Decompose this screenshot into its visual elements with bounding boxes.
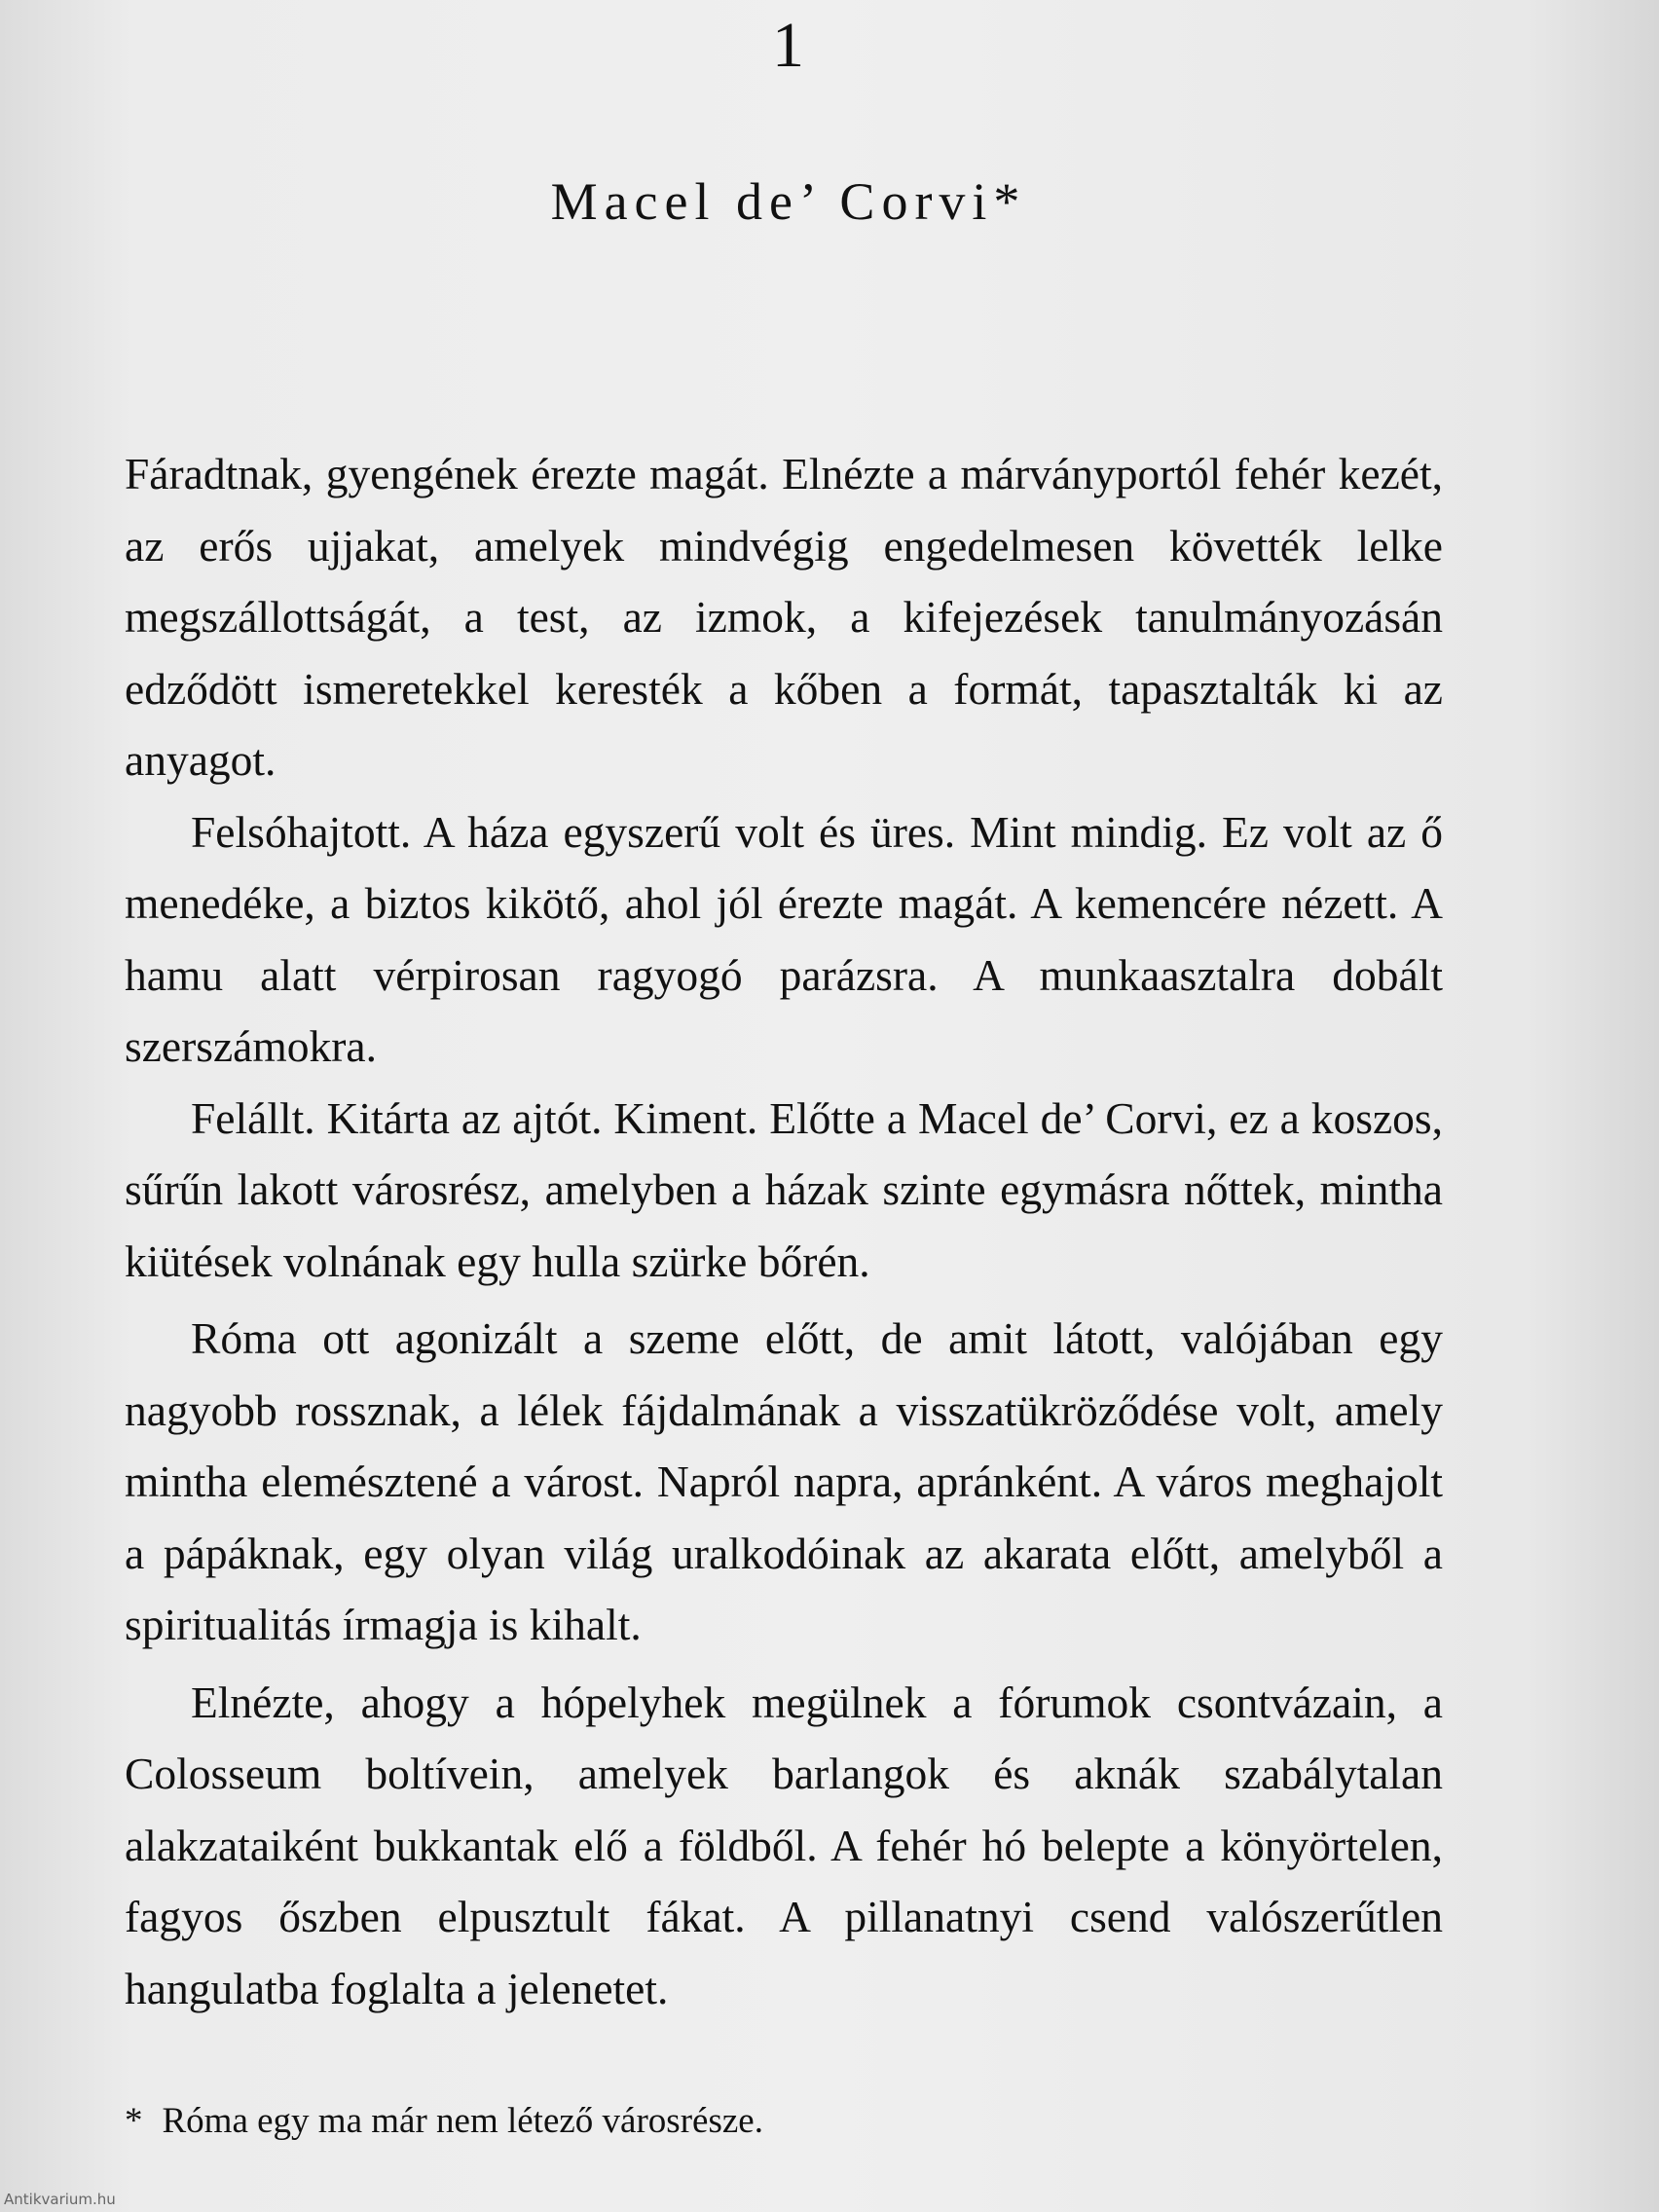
footnote <box>125 2100 763 2143</box>
paragraph-2: Felsóhajtott. A háza egyszerű volt és üres. Mint mindig. Ez volt az ő menedéke, a biztos kikötő, ahol jól érezte magát. A kemencére nézett. A hamu alatt vérpirosan ragyogó parázsra. A munkaasztalra dobált szerszámokra. <box>125 806 1443 1071</box>
watermark: Antikvarium.hu <box>4 2191 116 2208</box>
body-text <box>125 438 1443 2024</box>
paragraph-1: Fáradtnak, gyengének érezte magát. Elnézte a márványportól fehér kezét, az erős ujjakat, amelyek mindvégig engedelmesen követték lelke megszállottságát, a test, az izmok, a kifejezések tanulmányozásán edződött ismeretekkel keresték a kőben a formát, tapasztalták ki az anyagot. <box>125 449 1443 785</box>
chapter-title: Macel de’ Corvi* <box>550 172 1027 231</box>
paragraph-4: Róma ott agonizált a szeme előtt, de amit látott, valójában egy nagyobb rossznak, a lélek fájdalmának a visszatükröződése volt, amely mintha elemésztené a várost. Napról napra, apránként. A város meghajolt a pápáknak, egy olyan világ uralkodóinak az akarata előtt, amelyből a spiritualitás írmagja is kihalt. <box>125 1313 1443 1649</box>
paragraph-3: Felállt. Kitárta az ajtót. Kiment. Előtte a Macel de’ Corvi, ez a koszos, sűrűn lakott városrész, amelyben a házak szinte egymásra nőttek, mintha kiütések volnának egy hulla szürke bőrén. <box>125 1092 1443 1286</box>
paragraph-5: Elnézte, ahogy a hópelyhek megülnek a fórumok csontvázain, a Colosseum boltívein, amelyek barlangok és aknák szabálytalan alakzataiként bukkantak elő a földből. A fehér hó belepte a könyörtelen, fagyos őszben elpusztult fákat. A pillanatnyi csend valószerűtlen hangulatba foglalta a jelenetet. <box>125 1677 1443 2013</box>
chapter-number: 1 <box>772 10 805 81</box>
footnote-text: Róma egy ma már nem létező városrésze. <box>162 2101 763 2141</box>
footnote-mark: * <box>125 2101 143 2141</box>
